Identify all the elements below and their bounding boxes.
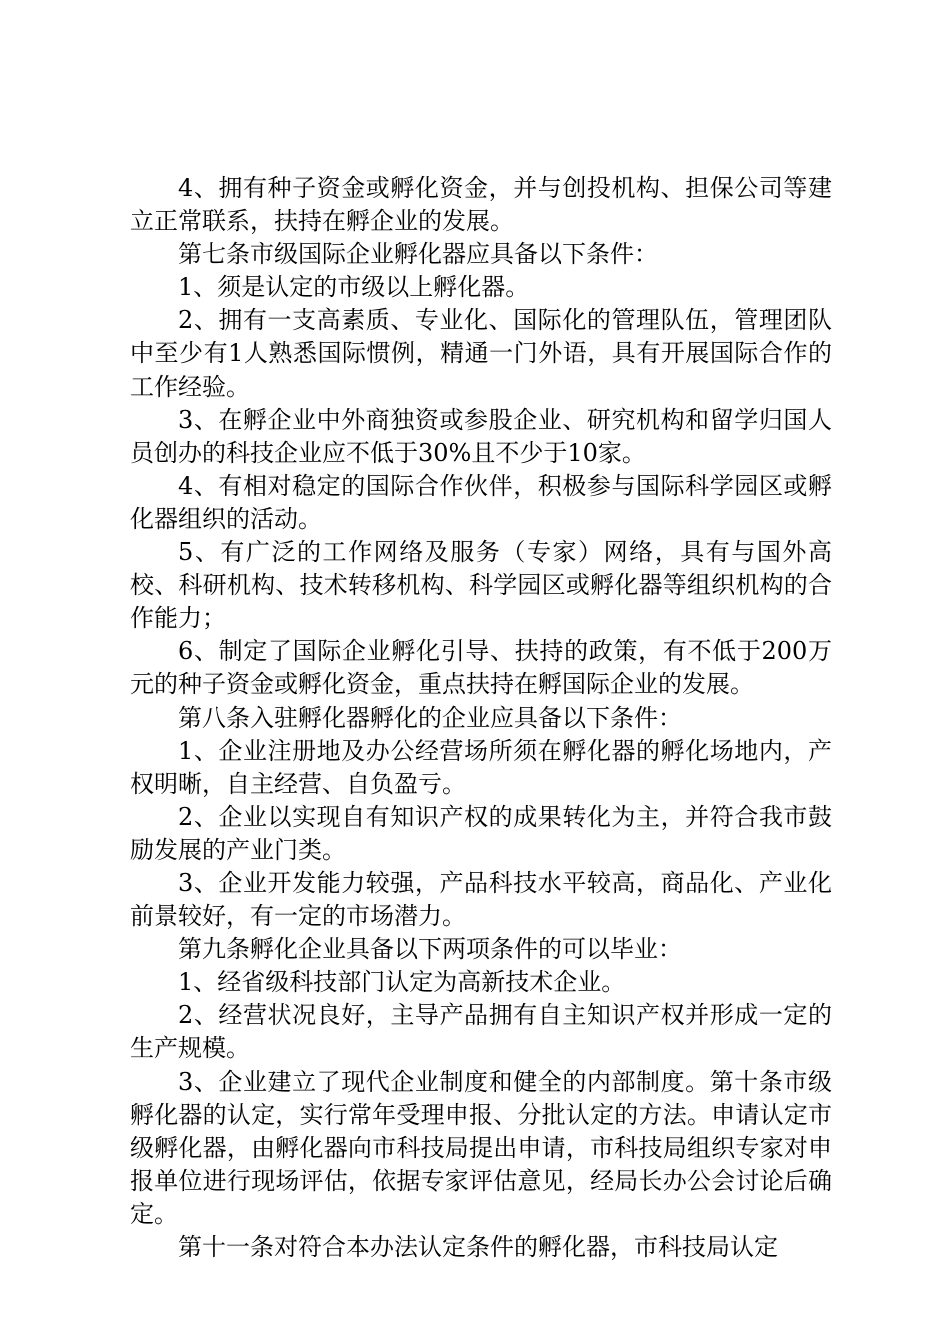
document-body xyxy=(130,172,832,1264)
article-9-heading: 第九条孵化企业具备以下两项条件的可以毕业： xyxy=(178,935,682,964)
article-9-item-3-and-article-10: 3、企业建立了现代企业制度和健全的内部制度。第十条市级孵化器的认定，实行常年受理申报、分批认定的方法。申请认定市级孵化器，由孵化器向市科技局提出申请，市科技局组织专家对申报单位进行现场评估，依据专家评估意见，经局长办公会讨论后确定。 xyxy=(130,1067,832,1228)
article-8-item-3: 3、企业开发能力较强，产品科技水平较高，商品化、产业化前景较好，有一定的市场潜力。 xyxy=(130,868,832,931)
article-11-start: 第十一条对符合本办法认定条件的孵化器，市科技局认定 xyxy=(178,1233,778,1261)
article-7-item-2: 2、拥有一支高素质、专业化、国际化的管理队伍，管理团队中至少有1人熟悉国际惯例，精通一门外语，具有开展国际合作的工作经验。 xyxy=(130,306,832,401)
article-8-item-1: 1、企业注册地及办公经营场所须在孵化器的孵化场地内，产权明晰，自主经营、自负盈亏。 xyxy=(130,736,832,798)
article-8-heading: 第八条入驻孵化器孵化的企业应具备以下条件： xyxy=(178,703,682,732)
article-7-item-5: 5、有广泛的工作网络及服务（专家）网络，具有与国外高校、科研机构、技术转移机构、科学园区或孵化器等组织机构的合作能力； xyxy=(130,538,832,633)
paragraph-item-4-seed-fund: 4、拥有种子资金或孵化资金，并与创投机构、担保公司等建立正常联系，扶持在孵企业的发展。 xyxy=(130,174,832,236)
article-9-item-1: 1、经省级科技部门认定为高新技术企业。 xyxy=(178,968,626,997)
article-7-item-4: 4、有相对稳定的国际合作伙伴，积极参与国际科学园区或孵化器组织的活动。 xyxy=(130,471,832,533)
article-7-item-3: 3、在孵企业中外商独资或参股企业、研究机构和留学归国人员创办的科技企业应不低于30%且不少于10家。 xyxy=(130,405,832,467)
article-7-heading: 第七条市级国际企业孵化器应具备以下条件： xyxy=(178,240,658,269)
article-7-item-6: 6、制定了国际企业孵化引导、扶持的政策，有不低于200万元的种子资金或孵化资金，重点扶持在孵国际企业的发展。 xyxy=(130,637,832,699)
article-8-item-2: 2、企业以实现自有知识产权的成果转化为主，并符合我市鼓励发展的产业门类。 xyxy=(130,802,832,864)
article-7-item-1: 1、须是认定的市级以上孵化器。 xyxy=(178,273,530,302)
article-9-item-2: 2、经营状况良好，主导产品拥有自主知识产权并形成一定的生产规模。 xyxy=(130,1001,832,1063)
